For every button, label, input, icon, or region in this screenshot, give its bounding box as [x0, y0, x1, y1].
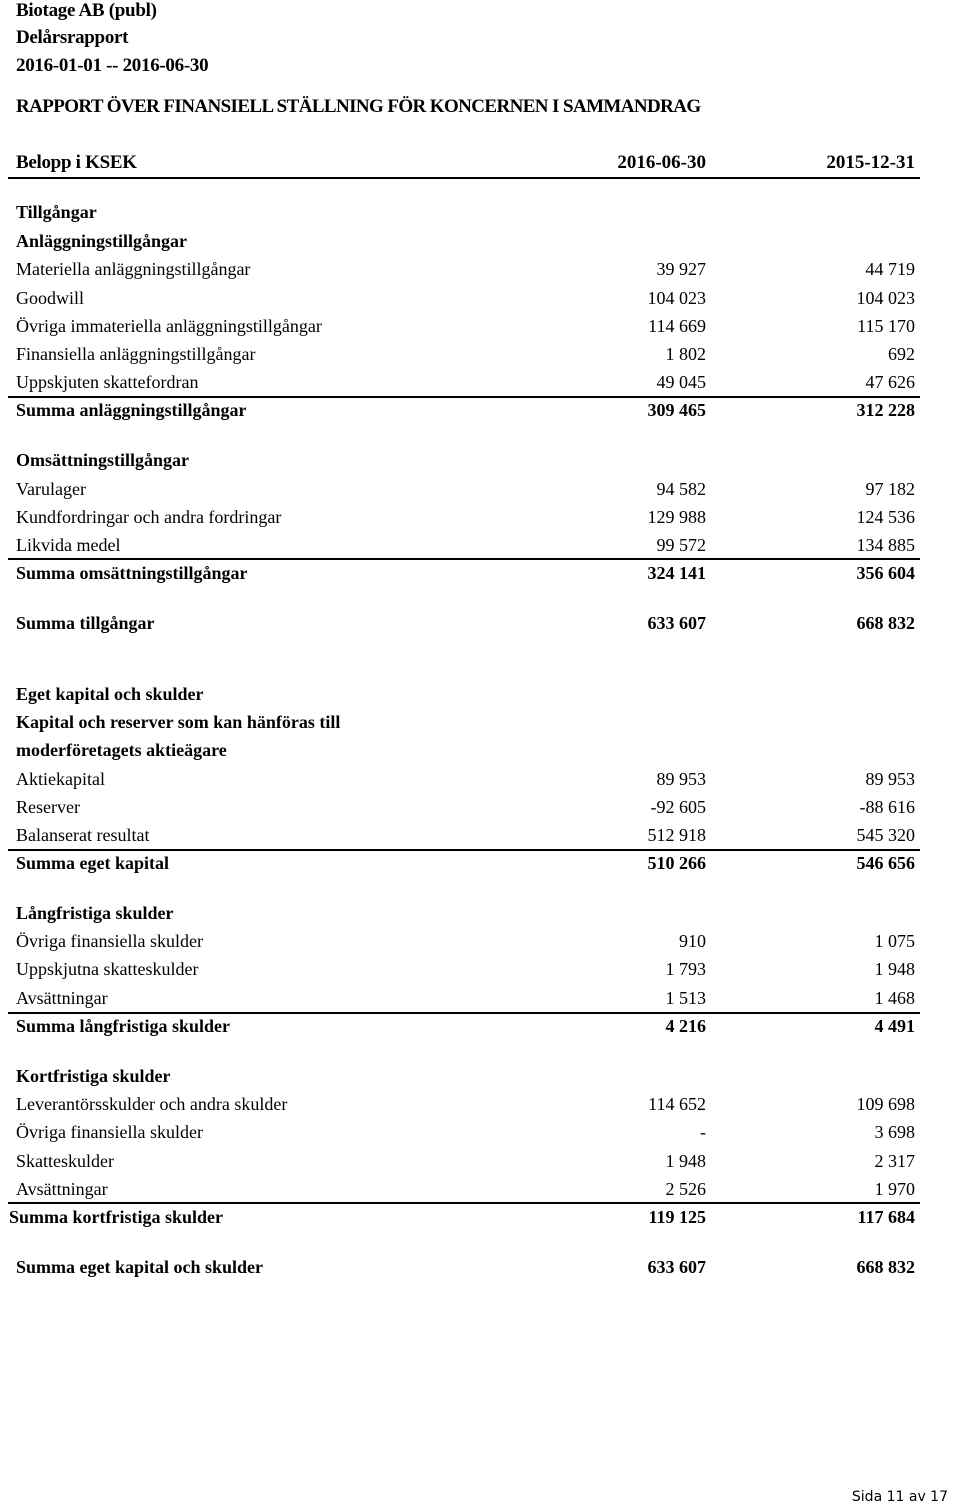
value-2015: 356 604: [856, 563, 915, 583]
company-name: Biotage AB (publ): [16, 0, 157, 21]
value-2016: 633 607: [647, 1257, 706, 1277]
value-2015: 1 948: [874, 959, 915, 979]
value-2015: 47 626: [865, 372, 915, 392]
value-2015: 104 023: [856, 288, 915, 308]
value-2016: 99 572: [656, 535, 706, 555]
row-label: Övriga finansiella skulder: [16, 1122, 203, 1142]
value-2015: 117 684: [857, 1207, 915, 1227]
row-label: Summa kortfristiga skulder: [9, 1207, 224, 1227]
statement-title: RAPPORT ÖVER FINANSIELL STÄLLNING FÖR KONCERNEN I SAMMANDRAG: [16, 96, 701, 117]
value-2015: 1 075: [874, 931, 915, 951]
row-label: Summa anläggningstillgångar: [16, 400, 247, 420]
row-label: moderföretagets aktieägare: [16, 740, 227, 760]
value-2016: 39 927: [656, 259, 706, 279]
row-label: Uppskjutna skatteskulder: [16, 959, 199, 979]
row-label: Eget kapital och skulder: [16, 684, 204, 704]
row-label: Tillgångar: [16, 202, 97, 222]
row-label: Summa långfristiga skulder: [16, 1016, 231, 1036]
subtotal-rule: [8, 1202, 920, 1204]
row-label: Övriga finansiella skulder: [16, 931, 203, 951]
row-label: Aktiekapital: [16, 769, 105, 789]
value-2015: -88 616: [859, 797, 915, 817]
value-2016: 2 526: [665, 1179, 706, 1199]
value-2016: 633 607: [647, 613, 706, 633]
row-label: Finansiella anläggningstillgångar: [16, 344, 256, 364]
row-label: Uppskjuten skattefordran: [16, 372, 199, 392]
row-label: Summa eget kapital: [16, 853, 169, 873]
value-2015: 44 719: [865, 259, 915, 279]
value-2015: 109 698: [856, 1094, 915, 1114]
value-2016: 1 513: [665, 988, 706, 1008]
row-label: Goodwill: [16, 288, 85, 308]
row-label: Kapital och reserver som kan hänföras till: [16, 712, 341, 732]
row-label: Likvida medel: [16, 535, 121, 555]
value-2016: 4 216: [665, 1016, 706, 1036]
row-label: Summa omsättningstillgångar: [16, 563, 248, 583]
value-2016: 114 669: [648, 316, 706, 336]
value-2015: 692: [888, 344, 915, 364]
value-2016: 309 465: [647, 400, 706, 420]
value-2016: 512 918: [647, 825, 706, 845]
value-2016: -: [700, 1122, 706, 1142]
subtotal-rule: [8, 558, 920, 560]
value-2016: 324 141: [647, 563, 706, 583]
value-2016: -92 605: [650, 797, 706, 817]
value-2016: 94 582: [656, 479, 706, 499]
value-2015: 4 491: [874, 1016, 915, 1036]
value-2016: 119 125: [648, 1207, 706, 1227]
subtotal-rule: [8, 1012, 920, 1014]
value-2016: 1 802: [665, 344, 706, 364]
report-type: Delårsrapport: [16, 27, 129, 48]
value-2015: 124 536: [856, 507, 915, 527]
value-2016: 510 266: [647, 853, 706, 873]
column-header-label: Belopp i KSEK: [16, 152, 137, 173]
row-label: Avsättningar: [16, 1179, 108, 1199]
subtotal-rule: [8, 396, 920, 398]
value-2016: 1 948: [665, 1151, 706, 1171]
value-2015: 545 320: [856, 825, 915, 845]
row-label: Summa tillgångar: [16, 613, 155, 633]
value-2015: 668 832: [856, 613, 915, 633]
value-2016: 49 045: [656, 372, 706, 392]
row-label: Materiella anläggningstillgångar: [16, 259, 251, 279]
value-2016: 910: [679, 931, 706, 951]
value-2015: 668 832: [856, 1257, 915, 1277]
value-2015: 1 468: [874, 988, 915, 1008]
row-label: Omsättningstillgångar: [16, 450, 190, 470]
value-2015: 3 698: [874, 1122, 915, 1142]
value-2015: 2 317: [874, 1151, 915, 1171]
value-2016: 1 793: [665, 959, 706, 979]
value-2015: 97 182: [865, 479, 915, 499]
value-2016: 104 023: [647, 288, 706, 308]
page-number: Sida 11 av 17: [851, 1489, 948, 1505]
value-2015: 1 970: [874, 1179, 915, 1199]
value-2016: 114 652: [648, 1094, 706, 1114]
row-label: Balanserat resultat: [16, 825, 150, 845]
row-label: Skatteskulder: [16, 1151, 114, 1171]
value-2015: 312 228: [856, 400, 915, 420]
row-label: Reserver: [16, 797, 80, 817]
column-header-2015: 2015-12-31: [826, 152, 915, 173]
row-label: Kortfristiga skulder: [16, 1066, 171, 1086]
value-2015: 134 885: [856, 535, 915, 555]
value-2015: 89 953: [865, 769, 915, 789]
value-2015: 115 170: [857, 316, 915, 336]
row-label: Summa eget kapital och skulder: [16, 1257, 264, 1277]
value-2015: 546 656: [856, 853, 915, 873]
value-2016: 129 988: [647, 507, 706, 527]
subtotal-rule: [8, 849, 920, 851]
header-rule: [8, 177, 920, 179]
row-label: Leverantörsskulder och andra skulder: [16, 1094, 288, 1114]
row-label: Övriga immateriella anläggningstillgångar: [16, 316, 322, 336]
row-label: Långfristiga skulder: [16, 903, 174, 923]
row-label: Kundfordringar och andra fordringar: [16, 507, 282, 527]
report-period: 2016-01-01 -- 2016-06-30: [16, 55, 209, 76]
row-label: Varulager: [16, 479, 86, 499]
column-header-2016: 2016-06-30: [617, 152, 706, 173]
row-label: Avsättningar: [16, 988, 108, 1008]
row-label: Anläggningstillgångar: [16, 231, 188, 251]
value-2016: 89 953: [656, 769, 706, 789]
